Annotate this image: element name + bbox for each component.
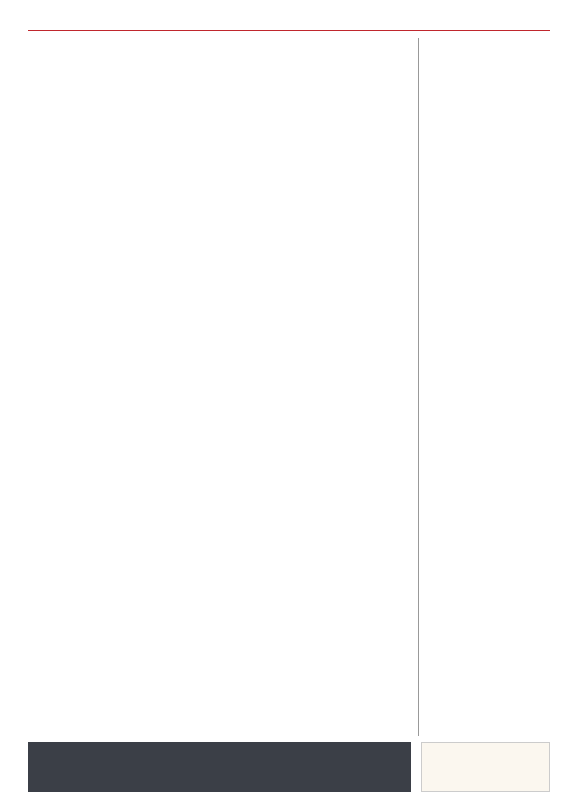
reminder-banner [28, 742, 411, 792]
page-header [28, 15, 550, 31]
obituary-grid [28, 38, 412, 736]
funeral-ads-column [418, 38, 553, 736]
bergonzi-ad [421, 742, 550, 792]
footer [28, 742, 550, 792]
